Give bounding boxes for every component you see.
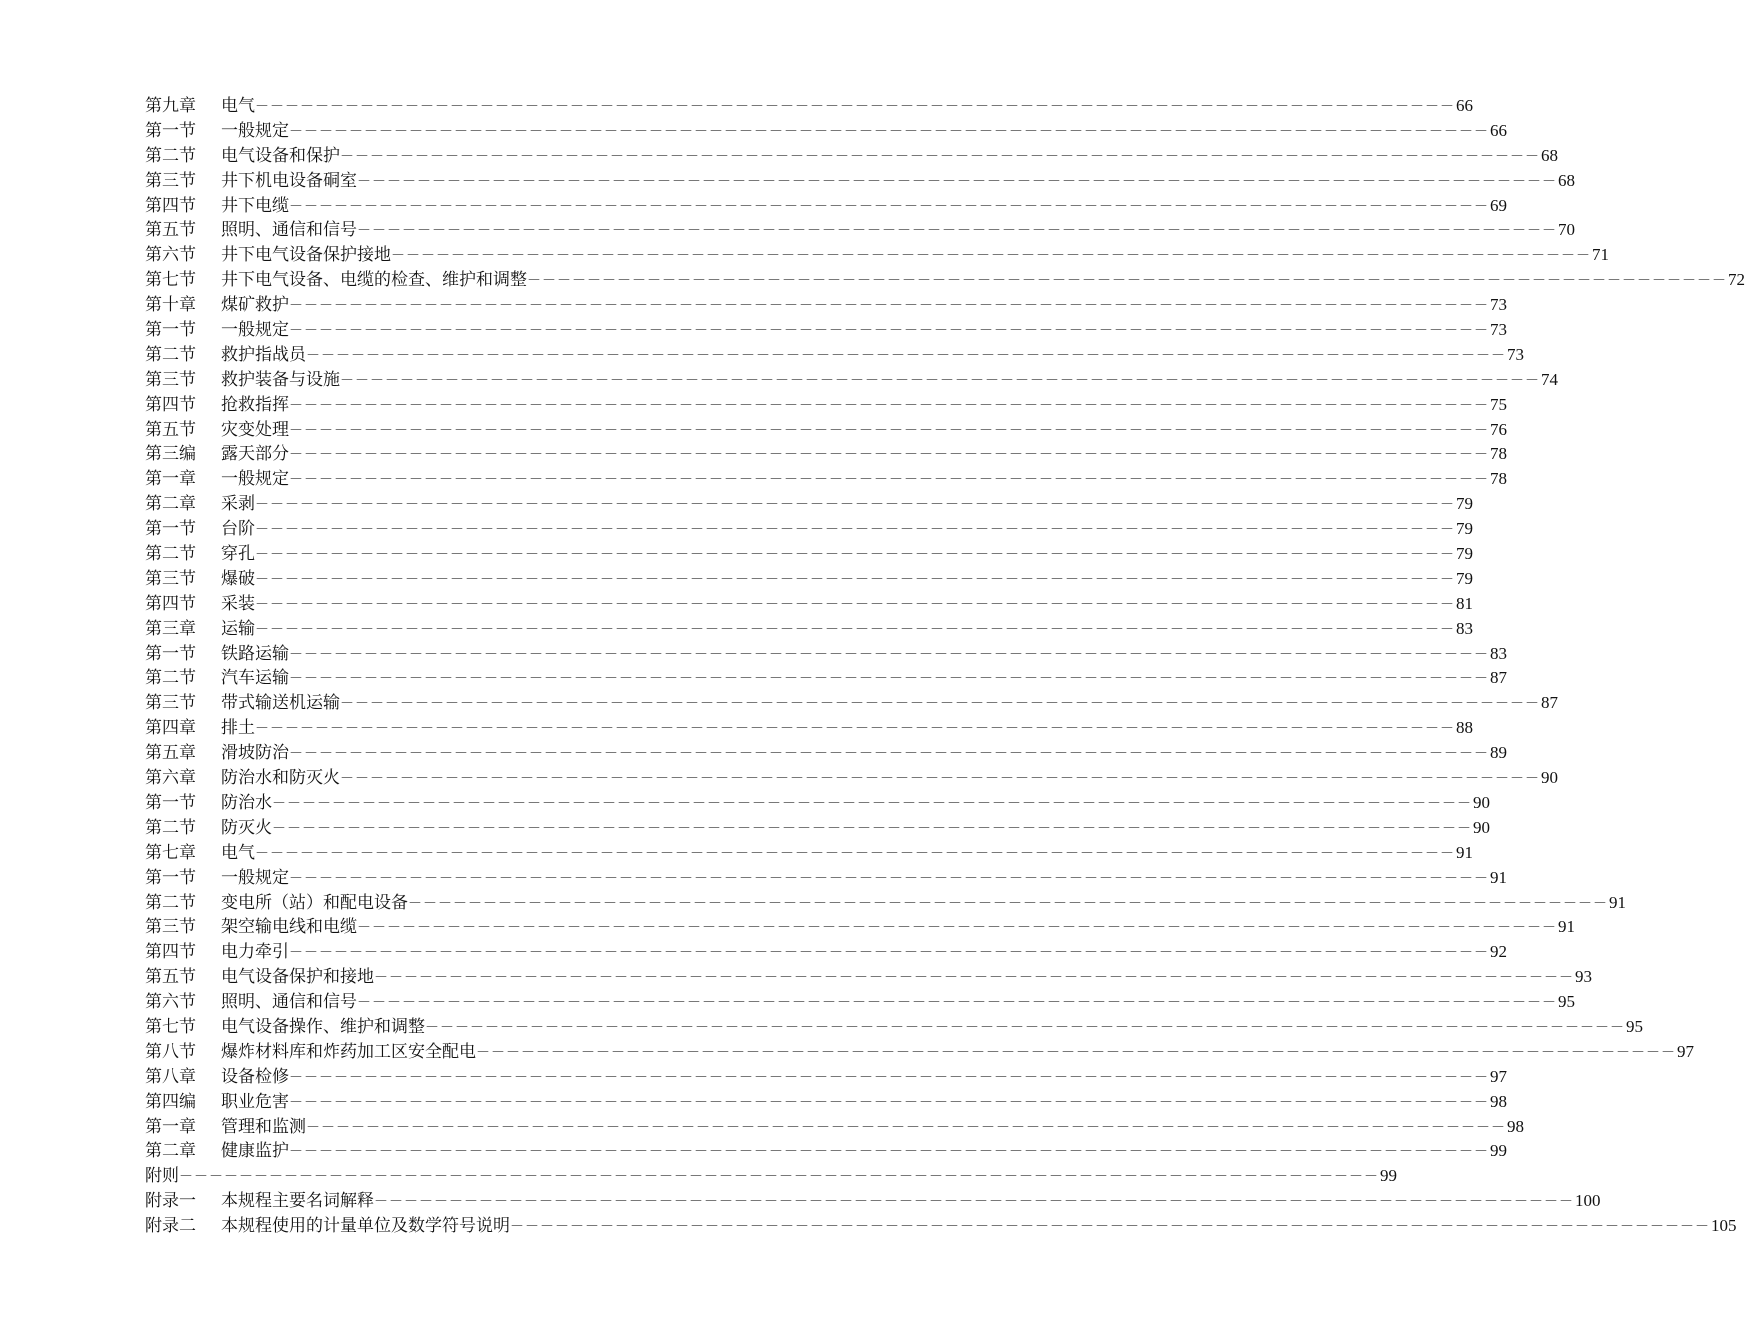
toc-entry-number: 第二节	[145, 817, 196, 838]
toc-entry-label	[145, 492, 255, 517]
toc-entry-page-number: 92	[1490, 942, 1507, 962]
toc-entry-title: 电气设备和保护	[221, 145, 340, 166]
toc-entry-number: 第四编	[145, 1091, 196, 1112]
toc-entry[interactable]	[145, 866, 1507, 891]
toc-leader-dashes: －－－－－－－－－－－－－－－－－－－－－－－－－－－－－－－－－－－－－－－－－－－－－－－－－－－－－－－－－－－－－－－－－－－－－－－－－－－－－－－－	[289, 1094, 1489, 1111]
toc-entry-title: 煤矿救护	[221, 295, 289, 316]
toc-entry-page-number: 91	[1609, 892, 1626, 912]
toc-entry-label	[145, 94, 255, 119]
toc-entry-label	[145, 866, 289, 891]
toc-entry[interactable]	[145, 542, 1473, 567]
toc-entry[interactable]	[145, 1164, 1397, 1189]
toc-entry-number: 第三节	[145, 170, 196, 191]
toc-entry-label	[145, 293, 289, 318]
toc-entry-label	[145, 194, 289, 219]
toc-entry-title: 管理和监测	[221, 1116, 306, 1137]
toc-entry[interactable]	[145, 218, 1575, 243]
toc-entry-title: 一般规定	[221, 867, 289, 888]
toc-entry-page-number: 91	[1490, 867, 1507, 887]
toc-entry-title: 设备检修	[221, 1066, 289, 1087]
toc-leader-dashes: －－－－－－－－－－－－－－－－－－－－－－－－－－－－－－－－－－－－－－－－－－－－－－－－－－－－－－－－－－－－－－－－－－－－－－－－－－－－－－－－	[289, 870, 1489, 887]
toc-entry-title: 井下电缆	[221, 195, 289, 216]
toc-leader-dashes: －－－－－－－－－－－－－－－－－－－－－－－－－－－－－－－－－－－－－－－－－－－－－－－－－－－－－－－－－－－－－－－－－－－－－－－－－－－－－－－－	[374, 1194, 1574, 1211]
toc-entry-label	[145, 1189, 374, 1214]
toc-leader-dashes: －－－－－－－－－－－－－－－－－－－－－－－－－－－－－－－－－－－－－－－－－－－－－－－－－－－－－－－－－－－－－－－－－－－－－－－－－－－－－－－－	[289, 1069, 1489, 1086]
toc-entry-label	[145, 915, 357, 940]
toc-entry[interactable]	[145, 293, 1507, 318]
toc-entry-title: 爆炸材料库和炸药加工区安全配电	[221, 1041, 476, 1062]
toc-entry-label	[145, 169, 357, 194]
toc-leader-dashes: －－－－－－－－－－－－－－－－－－－－－－－－－－－－－－－－－－－－－－－－－－－－－－－－－－－－－－－－－－－－－－－－－－－－－－－－－－－－－－－－	[289, 397, 1489, 414]
toc-entry[interactable]	[145, 965, 1592, 990]
toc-entry-page-number: 73	[1490, 320, 1507, 340]
toc-entry-number: 第二节	[145, 344, 196, 365]
toc-entry-page-number: 79	[1456, 519, 1473, 539]
toc-leader-dashes: －－－－－－－－－－－－－－－－－－－－－－－－－－－－－－－－－－－－－－－－－－－－－－－－－－－－－－－－－－－－－－－－－－－－－－－－－－－－－－－－	[391, 248, 1591, 265]
toc-entry-title: 爆破	[221, 568, 255, 589]
toc-entry-number: 第三节	[145, 693, 196, 714]
toc-entry-label	[145, 368, 340, 393]
toc-entry-number: 第七节	[145, 1016, 196, 1037]
toc-entry-title: 露天部分	[221, 444, 289, 465]
toc-entry-title: 井下电气设备、电缆的检查、维护和调整	[221, 270, 527, 291]
toc-entry-title: 防治水和防灭火	[221, 768, 340, 789]
toc-entry-page-number: 98	[1507, 1116, 1524, 1136]
toc-leader-dashes: －－－－－－－－－－－－－－－－－－－－－－－－－－－－－－－－－－－－－－－－－－－－－－－－－－－－－－－－－－－－－－－－－－－－－－－－－－－－－－－－	[289, 746, 1489, 763]
toc-entry-title: 汽车运输	[221, 668, 289, 689]
toc-leader-dashes: －－－－－－－－－－－－－－－－－－－－－－－－－－－－－－－－－－－－－－－－－－－－－－－－－－－－－－－－－－－－－－－－－－－－－－－－－－－－－－－－	[255, 596, 1455, 613]
toc-entry-page-number: 97	[1490, 1066, 1507, 1086]
toc-entry-label	[145, 1065, 289, 1090]
toc-entry-page-number: 74	[1541, 369, 1558, 389]
toc-entry-number: 第一章	[145, 1116, 196, 1137]
toc-entry[interactable]	[145, 1090, 1507, 1115]
toc-entry-number: 第五节	[145, 419, 196, 440]
toc-entry-title: 采剥	[221, 494, 255, 515]
toc-leader-dashes: －－－－－－－－－－－－－－－－－－－－－－－－－－－－－－－－－－－－－－－－－－－－－－－－－－－－－－－－－－－－－－－－－－－－－－－－－－－－－－－－	[289, 198, 1489, 215]
toc-entry-number: 第五节	[145, 967, 196, 988]
toc-entry-number: 第八节	[145, 1041, 196, 1062]
toc-entry-number: 第二章	[145, 494, 196, 515]
toc-leader-dashes: －－－－－－－－－－－－－－－－－－－－－－－－－－－－－－－－－－－－－－－－－－－－－－－－－－－－－－－－－－－－－－－－－－－－－－－－－－－－－－－－	[374, 970, 1574, 987]
toc-entry-label	[145, 766, 340, 791]
toc-entry[interactable]	[145, 1214, 1737, 1239]
toc-entry-label	[145, 1139, 289, 1164]
toc-entry-page-number: 98	[1490, 1091, 1507, 1111]
toc-entry-page-number: 100	[1575, 1191, 1601, 1211]
toc-entry-page-number: 89	[1490, 743, 1507, 763]
toc-entry-number: 第七章	[145, 842, 196, 863]
toc-entry[interactable]	[145, 268, 1745, 293]
toc-entry[interactable]	[145, 368, 1558, 393]
toc-entry[interactable]	[145, 144, 1558, 169]
toc-entry-page-number: 68	[1558, 170, 1575, 190]
toc-leader-dashes: －－－－－－－－－－－－－－－－－－－－－－－－－－－－－－－－－－－－－－－－－－－－－－－－－－－－－－－－－－－－－－－－－－－－－－－－－－－－－－－－	[408, 895, 1608, 912]
toc-entry-label	[145, 741, 289, 766]
toc-entry-page-number: 93	[1575, 967, 1592, 987]
toc-leader-dashes: －－－－－－－－－－－－－－－－－－－－－－－－－－－－－－－－－－－－－－－－－－－－－－－－－－－－－－－－－－－－－－－－－－－－－－－－－－－－－－－－	[425, 1019, 1625, 1036]
toc-entry-number: 第一节	[145, 643, 196, 664]
toc-entry-title: 架空输电线和电缆	[221, 917, 357, 938]
toc-entry-label	[145, 119, 289, 144]
toc-entry[interactable]	[145, 891, 1626, 916]
toc-entry[interactable]	[145, 1015, 1643, 1040]
toc-leader-dashes: －－－－－－－－－－－－－－－－－－－－－－－－－－－－－－－－－－－－－－－－－－－－－－－－－－－－－－－－－－－－－－－－－－－－－－－－－－－－－－－－	[357, 223, 1557, 240]
toc-entry-page-number: 83	[1456, 618, 1473, 638]
toc-leader-dashes: －－－－－－－－－－－－－－－－－－－－－－－－－－－－－－－－－－－－－－－－－－－－－－－－－－－－－－－－－－－－－－－－－－－－－－－－－－－－－－－－	[255, 547, 1455, 564]
toc-entry-page-number: 91	[1558, 917, 1575, 937]
toc-entry[interactable]	[145, 617, 1473, 642]
toc-leader-dashes: －－－－－－－－－－－－－－－－－－－－－－－－－－－－－－－－－－－－－－－－－－－－－－－－－－－－－－－－－－－－－－－－－－－－－－－－－－－－－－－－	[289, 447, 1489, 464]
toc-entry-title: 电力牵引	[221, 942, 289, 963]
toc-entry-title: 变电所（站）和配电设备	[221, 892, 408, 913]
toc-entry-label	[145, 791, 272, 816]
toc-leader-dashes: －－－－－－－－－－－－－－－－－－－－－－－－－－－－－－－－－－－－－－－－－－－－－－－－－－－－－－－－－－－－－－－－－－－－－－－－－－－－－－－－	[306, 1119, 1506, 1136]
toc-entry-page-number: 87	[1490, 668, 1507, 688]
toc-entry-label	[145, 418, 289, 443]
toc-entry-label	[145, 617, 255, 642]
toc-leader-dashes: －－－－－－－－－－－－－－－－－－－－－－－－－－－－－－－－－－－－－－－－－－－－－－－－－－－－－－－－－－－－－－－－－－－－－－－－－－－－－－－－	[527, 273, 1727, 290]
toc-entry-page-number: 75	[1490, 394, 1507, 414]
toc-leader-dashes: －－－－－－－－－－－－－－－－－－－－－－－－－－－－－－－－－－－－－－－－－－－－－－－－－－－－－－－－－－－－－－－－－－－－－－－－－－－－－－－－	[289, 422, 1489, 439]
toc-entry-title: 采装	[221, 593, 255, 614]
toc-entry-page-number: 70	[1558, 220, 1575, 240]
toc-entry-title: 救护装备与设施	[221, 369, 340, 390]
toc-entry[interactable]	[145, 94, 1473, 119]
toc-entry[interactable]	[145, 1139, 1507, 1164]
toc-entry-page-number: 71	[1592, 245, 1609, 265]
toc-entry-page-number: 66	[1490, 120, 1507, 140]
toc-leader-dashes: －－－－－－－－－－－－－－－－－－－－－－－－－－－－－－－－－－－－－－－－－－－－－－－－－－－－－－－－－－－－－－－－－－－－－－－－－－－－－－－－	[289, 472, 1489, 489]
toc-entry-title: 铁路运输	[221, 643, 289, 664]
toc-entry-number: 第二节	[145, 892, 196, 913]
toc-entry-number: 第十章	[145, 295, 196, 316]
toc-entry-number: 第四节	[145, 942, 196, 963]
toc-entry-label	[145, 243, 391, 268]
toc-entry-label	[145, 816, 272, 841]
toc-entry-number: 第一节	[145, 519, 196, 540]
toc-entry-title: 健康监护	[221, 1141, 289, 1162]
toc-entry-page-number: 79	[1456, 568, 1473, 588]
toc-entry-label	[145, 517, 255, 542]
toc-entry[interactable]	[145, 990, 1575, 1015]
toc-entry-number: 第六节	[145, 245, 196, 266]
toc-entry-title: 一般规定	[221, 469, 289, 490]
toc-entry[interactable]	[145, 915, 1575, 940]
toc-entry-title: 带式输送机运输	[221, 693, 340, 714]
toc-entry-page-number: 90	[1473, 817, 1490, 837]
toc-entry-label	[145, 567, 255, 592]
toc-entry-title: 电气设备保护和接地	[221, 967, 374, 988]
toc-leader-dashes: －－－－－－－－－－－－－－－－－－－－－－－－－－－－－－－－－－－－－－－－－－－－－－－－－－－－－－－－－－－－－－－－－－－－－－－－－－－－－－－－	[255, 99, 1455, 115]
toc-entry-title: 灾变处理	[221, 419, 289, 440]
toc-entry-title: 照明、通信和信号	[221, 992, 357, 1013]
toc-entry-title: 滑坡防治	[221, 743, 289, 764]
toc-entry-number: 第五章	[145, 743, 196, 764]
toc-entry-page-number: 66	[1456, 96, 1473, 115]
toc-entry-label	[145, 343, 306, 368]
toc-entry-number: 第三章	[145, 618, 196, 639]
toc-entry-label	[145, 990, 357, 1015]
toc-entry-title: 一般规定	[221, 120, 289, 141]
toc-entry-title: 抢救指挥	[221, 394, 289, 415]
toc-entry-page-number: 79	[1456, 544, 1473, 564]
toc-entry-number: 第二节	[145, 145, 196, 166]
toc-entry-label	[145, 691, 340, 716]
toc-entry[interactable]	[145, 940, 1507, 965]
toc-entry-number: 第一节	[145, 792, 196, 813]
toc-entry-title: 电气	[221, 96, 255, 116]
toc-entry-number: 第一节	[145, 867, 196, 888]
toc-entry-page-number: 76	[1490, 419, 1507, 439]
toc-entry[interactable]	[145, 841, 1473, 866]
toc-entry-label	[145, 592, 255, 617]
toc-entry[interactable]	[145, 418, 1507, 443]
toc-leader-dashes: －－－－－－－－－－－－－－－－－－－－－－－－－－－－－－－－－－－－－－－－－－－－－－－－－－－－－－－－－－－－－－－－－－－－－－－－－－－－－－－－	[340, 771, 1540, 788]
toc-entry[interactable]	[145, 119, 1507, 144]
toc-entry-number: 第一节	[145, 120, 196, 141]
toc-leader-dashes: －－－－－－－－－－－－－－－－－－－－－－－－－－－－－－－－－－－－－－－－－－－－－－－－－－－－－－－－－－－－－－－－－－－－－－－－－－－－－－－－	[255, 571, 1455, 588]
toc-entry-title: 职业危害	[221, 1091, 289, 1112]
toc-leader-dashes: －－－－－－－－－－－－－－－－－－－－－－－－－－－－－－－－－－－－－－－－－－－－－－－－－－－－－－－－－－－－－－－－－－－－－－－－－－－－－－－－	[357, 995, 1557, 1012]
toc-entry[interactable]	[145, 194, 1507, 219]
toc-entry[interactable]	[145, 467, 1507, 492]
toc-entry-label	[145, 642, 289, 667]
toc-entry-page-number: 87	[1541, 693, 1558, 713]
table-of-contents	[145, 94, 1745, 1239]
toc-entry-number: 第四节	[145, 195, 196, 216]
toc-entry[interactable]	[145, 1115, 1524, 1140]
toc-entry-number: 第六节	[145, 992, 196, 1013]
toc-entry-number: 第四节	[145, 394, 196, 415]
toc-entry-page-number: 90	[1541, 768, 1558, 788]
toc-entry-title: 救护指战员	[221, 344, 306, 365]
toc-entry-title: 照明、通信和信号	[221, 220, 357, 241]
toc-entry-number: 第六章	[145, 768, 196, 789]
toc-entry[interactable]	[145, 791, 1490, 816]
toc-entry-label	[145, 268, 527, 293]
toc-entry-label	[145, 965, 374, 990]
toc-entry-page-number: 91	[1456, 842, 1473, 862]
toc-leader-dashes: －－－－－－－－－－－－－－－－－－－－－－－－－－－－－－－－－－－－－－－－－－－－－－－－－－－－－－－－－－－－－－－－－－－－－－－－－－－－－－－－	[357, 920, 1557, 937]
toc-leader-dashes: －－－－－－－－－－－－－－－－－－－－－－－－－－－－－－－－－－－－－－－－－－－－－－－－－－－－－－－－－－－－－－－－－－－－－－－－－－－－－－－－	[255, 845, 1455, 862]
toc-entry-label	[145, 1164, 179, 1189]
toc-entry-number: 第二章	[145, 1141, 196, 1162]
toc-entry-page-number: 79	[1456, 494, 1473, 514]
toc-entry-label	[145, 1040, 476, 1065]
toc-entry-number: 附录二	[145, 1216, 196, 1237]
toc-entry-title: 排土	[221, 718, 255, 739]
toc-entry-number: 附则	[145, 1166, 179, 1187]
toc-entry-label	[145, 716, 255, 741]
toc-leader-dashes: －－－－－－－－－－－－－－－－－－－－－－－－－－－－－－－－－－－－－－－－－－－－－－－－－－－－－－－－－－－－－－－－－－－－－－－－－－－－－－－－	[289, 298, 1489, 315]
toc-leader-dashes: －－－－－－－－－－－－－－－－－－－－－－－－－－－－－－－－－－－－－－－－－－－－－－－－－－－－－－－－－－－－－－－－－－－－－－－－－－－－－－－－	[340, 372, 1540, 389]
toc-entry-title: 井下电气设备保护接地	[221, 245, 391, 266]
toc-entry-title: 本规程使用的计量单位及数学符号说明	[221, 1216, 510, 1237]
toc-entry-page-number: 99	[1380, 1166, 1397, 1186]
toc-entry-page-number: 72	[1728, 270, 1745, 290]
toc-entry-label	[145, 1090, 289, 1115]
toc-entry-label	[145, 841, 255, 866]
toc-entry[interactable]	[145, 1065, 1507, 1090]
toc-entry-page-number: 95	[1558, 992, 1575, 1012]
toc-entry[interactable]	[145, 1189, 1601, 1214]
toc-entry-title: 电气设备操作、维护和调整	[221, 1016, 425, 1037]
toc-entry[interactable]	[145, 343, 1524, 368]
toc-entry[interactable]	[145, 592, 1473, 617]
toc-entry[interactable]	[145, 492, 1473, 517]
toc-leader-dashes: －－－－－－－－－－－－－－－－－－－－－－－－－－－－－－－－－－－－－－－－－－－－－－－－－－－－－－－－－－－－－－－－－－－－－－－－－－－－－－－－	[179, 1169, 1379, 1186]
toc-entry-page-number: 81	[1456, 593, 1473, 613]
toc-entry-number: 附录一	[145, 1191, 196, 1212]
toc-entry[interactable]	[145, 642, 1507, 667]
toc-leader-dashes: －－－－－－－－－－－－－－－－－－－－－－－－－－－－－－－－－－－－－－－－－－－－－－－－－－－－－－－－－－－－－－－－－－－－－－－－－－－－－－－－	[272, 795, 1472, 812]
toc-entry-number: 第三节	[145, 568, 196, 589]
toc-entry[interactable]	[145, 666, 1507, 691]
toc-entry[interactable]	[145, 243, 1609, 268]
toc-entry-title: 一般规定	[221, 320, 289, 341]
toc-leader-dashes: －－－－－－－－－－－－－－－－－－－－－－－－－－－－－－－－－－－－－－－－－－－－－－－－－－－－－－－－－－－－－－－－－－－－－－－－－－－－－－－－	[272, 820, 1472, 837]
toc-entry-label	[145, 940, 289, 965]
toc-entry[interactable]	[145, 567, 1473, 592]
toc-entry-page-number: 105	[1711, 1216, 1737, 1236]
toc-entry-number: 第八章	[145, 1066, 196, 1087]
toc-entry[interactable]	[145, 442, 1507, 467]
toc-entry-label	[145, 467, 289, 492]
toc-entry-page-number: 95	[1626, 1016, 1643, 1036]
toc-entry-title: 运输	[221, 618, 255, 639]
toc-entry-title: 防灭火	[221, 817, 272, 838]
toc-entry-title: 穿孔	[221, 544, 255, 565]
toc-entry-title: 防治水	[221, 792, 272, 813]
toc-entry-title: 井下机电设备硐室	[221, 170, 357, 191]
toc-entry-page-number: 73	[1490, 295, 1507, 315]
toc-entry-label	[145, 542, 255, 567]
toc-leader-dashes: －－－－－－－－－－－－－－－－－－－－－－－－－－－－－－－－－－－－－－－－－－－－－－－－－－－－－－－－－－－－－－－－－－－－－－－－－－－－－－－－	[340, 148, 1540, 165]
toc-entry-number: 第五节	[145, 220, 196, 241]
toc-entry-number: 第二节	[145, 668, 196, 689]
toc-entry[interactable]	[145, 766, 1558, 791]
toc-entry-page-number: 69	[1490, 195, 1507, 215]
toc-entry-page-number: 99	[1490, 1141, 1507, 1161]
toc-entry-number: 第三节	[145, 917, 196, 938]
toc-entry-page-number: 78	[1490, 469, 1507, 489]
toc-entry-page-number: 78	[1490, 444, 1507, 464]
toc-entry-number: 第三编	[145, 444, 196, 465]
toc-entry-page-number: 97	[1677, 1041, 1694, 1061]
toc-leader-dashes: －－－－－－－－－－－－－－－－－－－－－－－－－－－－－－－－－－－－－－－－－－－－－－－－－－－－－－－－－－－－－－－－－－－－－－－－－－－－－－－－	[289, 646, 1489, 663]
toc-entry-number: 第一节	[145, 320, 196, 341]
toc-entry-page-number: 90	[1473, 792, 1490, 812]
toc-entry-label	[145, 218, 357, 243]
toc-entry-number: 第四节	[145, 593, 196, 614]
toc-entry[interactable]	[145, 517, 1473, 542]
toc-leader-dashes: －－－－－－－－－－－－－－－－－－－－－－－－－－－－－－－－－－－－－－－－－－－－－－－－－－－－－－－－－－－－－－－－－－－－－－－－－－－－－－－－	[289, 123, 1489, 140]
toc-leader-dashes: －－－－－－－－－－－－－－－－－－－－－－－－－－－－－－－－－－－－－－－－－－－－－－－－－－－－－－－－－－－－－－－－－－－－－－－－－－－－－－－－	[255, 522, 1455, 539]
toc-entry-page-number: 73	[1507, 344, 1524, 364]
toc-leader-dashes: －－－－－－－－－－－－－－－－－－－－－－－－－－－－－－－－－－－－－－－－－－－－－－－－－－－－－－－－－－－－－－－－－－－－－－－－－－－－－－－－	[289, 1144, 1489, 1161]
toc-entry[interactable]	[145, 816, 1490, 841]
toc-leader-dashes: －－－－－－－－－－－－－－－－－－－－－－－－－－－－－－－－－－－－－－－－－－－－－－－－－－－－－－－－－－－－－－－－－－－－－－－－－－－－－－－－	[476, 1044, 1676, 1061]
toc-entry[interactable]	[145, 741, 1507, 766]
toc-entry-label	[145, 1015, 425, 1040]
toc-leader-dashes: －－－－－－－－－－－－－－－－－－－－－－－－－－－－－－－－－－－－－－－－－－－－－－－－－－－－－－－－－－－－－－－－－－－－－－－－－－－－－－－－	[340, 696, 1540, 713]
toc-entry-number: 第九章	[145, 96, 196, 116]
toc-leader-dashes: －－－－－－－－－－－－－－－－－－－－－－－－－－－－－－－－－－－－－－－－－－－－－－－－－－－－－－－－－－－－－－－－－－－－－－－－－－－－－－－－	[289, 945, 1489, 962]
toc-entry-title: 本规程主要名词解释	[221, 1191, 374, 1212]
toc-entry-number: 第四章	[145, 718, 196, 739]
toc-entry-number: 第二节	[145, 544, 196, 565]
toc-entry-label	[145, 144, 340, 169]
toc-leader-dashes: －－－－－－－－－－－－－－－－－－－－－－－－－－－－－－－－－－－－－－－－－－－－－－－－－－－－－－－－－－－－－－－－－－－－－－－－－－－－－－－－	[306, 347, 1506, 364]
toc-entry-label	[145, 1214, 510, 1239]
toc-entry-label	[145, 442, 289, 467]
toc-entry-number: 第三节	[145, 369, 196, 390]
toc-entry-number: 第七节	[145, 270, 196, 291]
toc-leader-dashes: －－－－－－－－－－－－－－－－－－－－－－－－－－－－－－－－－－－－－－－－－－－－－－－－－－－－－－－－－－－－－－－－－－－－－－－－－－－－－－－－	[255, 721, 1455, 738]
toc-entry-label	[145, 1115, 306, 1140]
toc-entry[interactable]	[145, 716, 1473, 741]
toc-entry-number: 第一章	[145, 469, 196, 490]
toc-leader-dashes: －－－－－－－－－－－－－－－－－－－－－－－－－－－－－－－－－－－－－－－－－－－－－－－－－－－－－－－－－－－－－－－－－－－－－－－－－－－－－－－－	[255, 621, 1455, 638]
toc-entry-label	[145, 891, 408, 916]
toc-entry-title: 电气	[221, 842, 255, 863]
toc-entry-title: 台阶	[221, 519, 255, 540]
toc-entry-page-number: 68	[1541, 145, 1558, 165]
toc-entry-page-number: 83	[1490, 643, 1507, 663]
toc-entry-page-number: 88	[1456, 718, 1473, 738]
toc-leader-dashes: －－－－－－－－－－－－－－－－－－－－－－－－－－－－－－－－－－－－－－－－－－－－－－－－－－－－－－－－－－－－－－－－－－－－－－－－－－－－－－－－	[357, 173, 1557, 190]
toc-leader-dashes: －－－－－－－－－－－－－－－－－－－－－－－－－－－－－－－－－－－－－－－－－－－－－－－－－－－－－－－－－－－－－－－－－－－－－－－－－－－－－－－－	[510, 1219, 1710, 1236]
toc-entry[interactable]	[145, 1040, 1694, 1065]
toc-entry[interactable]	[145, 318, 1507, 343]
toc-leader-dashes: －－－－－－－－－－－－－－－－－－－－－－－－－－－－－－－－－－－－－－－－－－－－－－－－－－－－－－－－－－－－－－－－－－－－－－－－－－－－－－－－	[289, 671, 1489, 688]
toc-entry-label	[145, 666, 289, 691]
toc-entry-label	[145, 393, 289, 418]
toc-entry[interactable]	[145, 393, 1507, 418]
toc-entry[interactable]	[145, 691, 1558, 716]
toc-entry[interactable]	[145, 169, 1575, 194]
toc-leader-dashes: －－－－－－－－－－－－－－－－－－－－－－－－－－－－－－－－－－－－－－－－－－－－－－－－－－－－－－－－－－－－－－－－－－－－－－－－－－－－－－－－	[289, 323, 1489, 340]
toc-entry-label	[145, 318, 289, 343]
toc-leader-dashes: －－－－－－－－－－－－－－－－－－－－－－－－－－－－－－－－－－－－－－－－－－－－－－－－－－－－－－－－－－－－－－－－－－－－－－－－－－－－－－－－	[255, 497, 1455, 514]
